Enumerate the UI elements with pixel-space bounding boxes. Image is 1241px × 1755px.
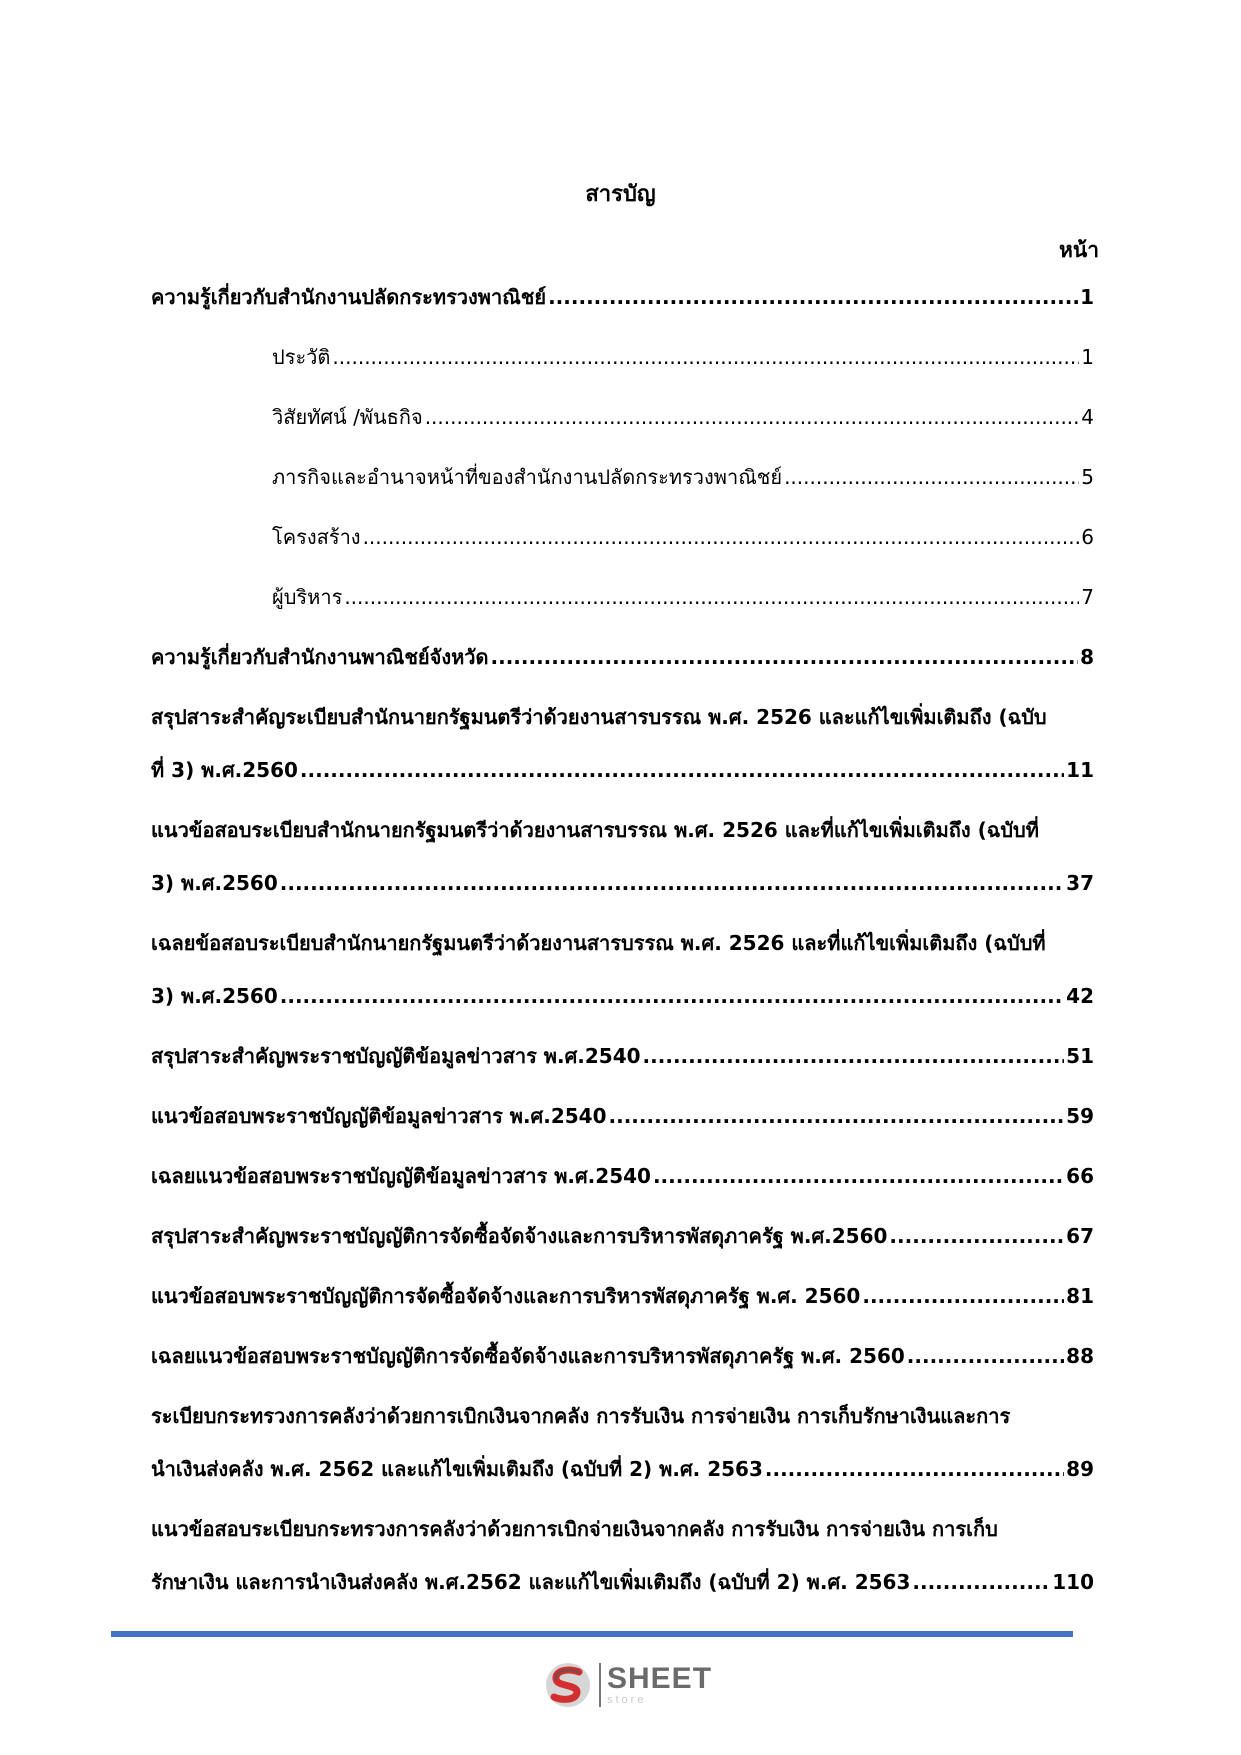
toc-entry-page: 37	[1066, 871, 1094, 895]
toc-entry-page: 42	[1066, 984, 1094, 1008]
toc-subentry[interactable]	[151, 522, 1094, 552]
toc-title: สารบัญ	[585, 182, 656, 207]
toc-entry-page: 6	[1081, 525, 1094, 549]
toc-entry-title-line2: นำเงินส่งคลัง พ.ศ. 2562 และแก้ไขเพิ่มเติมถึง (ฉบับที่ 2) พ.ศ. 2563	[151, 1457, 763, 1481]
dot-leader	[609, 1101, 1065, 1131]
dot-leader	[280, 981, 1064, 1011]
toc-entry-multiline[interactable]	[151, 702, 1094, 785]
toc-entry-page: 89	[1066, 1457, 1094, 1481]
toc-subentry[interactable]	[151, 462, 1094, 492]
toc-entry-page: 81	[1066, 1284, 1094, 1308]
dot-leader	[784, 462, 1079, 492]
toc-entry-title: เฉลยแนวข้อสอบพระราชบัญญัติข้อมูลข่าวสาร พ.ศ.2540	[151, 1164, 651, 1188]
toc-entry-title: แนวข้อสอบพระราชบัญญัติการจัดซื้อจัดจ้างและการบริหารพัสดุภาครัฐ พ.ศ. 2560	[151, 1284, 861, 1308]
toc-entry-title: ความรู้เกี่ยวกับสำนักงานพาณิชย์จังหวัด	[151, 645, 489, 669]
toc-entry[interactable]	[151, 1161, 1094, 1191]
toc-entry-page: 1	[1080, 285, 1094, 309]
dot-leader	[280, 868, 1064, 898]
toc-entry-title-line1: ระเบียบกระทรวงการคลังว่าด้วยการเบิกเงินจากคลัง การรับเงิน การจ่ายเงิน การเก็บรักษาเงินและการ	[151, 1404, 1011, 1428]
logo-s-icon	[543, 1660, 593, 1710]
logo-wordmark: SHEET	[607, 1662, 713, 1695]
toc-entry[interactable]	[151, 1041, 1094, 1071]
dot-leader	[912, 1567, 1050, 1597]
toc-entry-page: 1	[1081, 345, 1094, 369]
toc-entry[interactable]	[151, 1221, 1094, 1251]
toc-entry-title: ผู้บริหาร	[272, 585, 343, 609]
dot-leader	[862, 1281, 1064, 1311]
page-column-header: หน้า	[1059, 238, 1099, 262]
toc-entry-title: สรุปสาระสำคัญพระราชบัญญัติการจัดซื้อจัดจ้างและการบริหารพัสดุภาครัฐ พ.ศ.2560	[151, 1224, 888, 1248]
toc-entry-title-line2: 3) พ.ศ.2560	[151, 871, 278, 895]
toc-entry-page: 7	[1081, 585, 1094, 609]
toc-entry-multiline[interactable]	[151, 1514, 1094, 1597]
toc-entry[interactable]	[151, 282, 1094, 312]
toc-entry[interactable]	[151, 1101, 1094, 1131]
toc-entry-page: 51	[1066, 1044, 1094, 1068]
toc-entry-title: ความรู้เกี่ยวกับสำนักงานปลัดกระทรวงพาณิชย์	[151, 285, 547, 309]
dot-leader	[300, 755, 1064, 785]
logo-divider	[599, 1663, 601, 1707]
toc-entry-page: 8	[1080, 645, 1094, 669]
dot-leader	[363, 522, 1080, 552]
dot-leader	[765, 1454, 1064, 1484]
toc-entry-page: 110	[1052, 1570, 1094, 1594]
dot-leader	[548, 282, 1078, 312]
toc-subentry[interactable]	[151, 402, 1094, 432]
toc-entry-title: ประวัติ	[272, 345, 331, 369]
sheet-store-logo	[543, 1660, 712, 1710]
toc-entry[interactable]	[151, 1341, 1094, 1371]
toc-entry[interactable]	[151, 1281, 1094, 1311]
dot-leader	[907, 1341, 1064, 1371]
toc-entry-page: 11	[1066, 758, 1094, 782]
toc-subentry[interactable]	[151, 582, 1094, 612]
toc-entry-title: ภารกิจและอำนาจหน้าที่ของสำนักงานปลัดกระทรวงพาณิชย์	[272, 465, 783, 489]
toc-entry-page: 4	[1081, 405, 1094, 429]
toc-entry-page: 66	[1066, 1164, 1094, 1188]
toc-entry-title-line1: เฉลยข้อสอบระเบียบสำนักนายกรัฐมนตรีว่าด้วยงานสารบรรณ พ.ศ. 2526 และที่แก้ไขเพิ่มเติมถึง (ฉบับที่	[151, 931, 1046, 955]
toc-subentry[interactable]	[151, 342, 1094, 372]
toc-entry-title-line2: ที่ 3) พ.ศ.2560	[151, 758, 298, 782]
toc-entry-title-line2: รักษาเงิน และการนำเงินส่งคลัง พ.ศ.2562 และแก้ไขเพิ่มเติมถึง (ฉบับที่ 2) พ.ศ. 2563	[151, 1570, 911, 1594]
toc-entry-page: 88	[1066, 1344, 1094, 1368]
toc-entry-title-line2: 3) พ.ศ.2560	[151, 984, 278, 1008]
toc-entry-page: 59	[1066, 1104, 1094, 1128]
toc-entry[interactable]	[151, 642, 1094, 672]
table-of-contents	[151, 282, 1094, 1597]
toc-entry-multiline[interactable]	[151, 1401, 1094, 1484]
toc-entry-title: วิสัยทัศน์ /พันธกิจ	[272, 405, 423, 429]
dot-leader	[889, 1221, 1064, 1251]
dot-leader	[643, 1041, 1065, 1071]
footer-rule	[111, 1631, 1073, 1637]
toc-entry-multiline[interactable]	[151, 815, 1094, 898]
dot-leader	[653, 1161, 1064, 1191]
dot-leader	[332, 342, 1079, 372]
logo-subtitle: store	[607, 1694, 647, 1706]
toc-entry-page: 5	[1081, 465, 1094, 489]
toc-entry-multiline[interactable]	[151, 928, 1094, 1011]
toc-entry-title-line1: แนวข้อสอบระเบียบกระทรวงการคลังว่าด้วยการเบิกจ่ายเงินจากคลัง การรับเงิน การจ่ายเงิน การเก็บ	[151, 1517, 998, 1541]
dot-leader	[491, 642, 1079, 672]
toc-entry-title-line1: สรุปสาระสำคัญระเบียบสำนักนายกรัฐมนตรีว่าด้วยงานสารบรรณ พ.ศ. 2526 และแก้ไขเพิ่มเติมถึง (ฉบับ	[151, 705, 1047, 729]
toc-entry-title: สรุปสาระสำคัญพระราชบัญญัติข้อมูลข่าวสาร พ.ศ.2540	[151, 1044, 641, 1068]
toc-entry-title: เฉลยแนวข้อสอบพระราชบัญญัติการจัดซื้อจัดจ้างและการบริหารพัสดุภาครัฐ พ.ศ. 2560	[151, 1344, 905, 1368]
dot-leader	[425, 402, 1080, 432]
toc-entry-title: แนวข้อสอบพระราชบัญญัติข้อมูลข่าวสาร พ.ศ.2540	[151, 1104, 607, 1128]
toc-entry-page: 67	[1066, 1224, 1094, 1248]
dot-leader	[344, 582, 1079, 612]
toc-entry-title: โครงสร้าง	[272, 525, 361, 549]
toc-entry-title-line1: แนวข้อสอบระเบียบสำนักนายกรัฐมนตรีว่าด้วยงานสารบรรณ พ.ศ. 2526 และที่แก้ไขเพิ่มเติมถึง (ฉบับที่	[151, 818, 1039, 842]
